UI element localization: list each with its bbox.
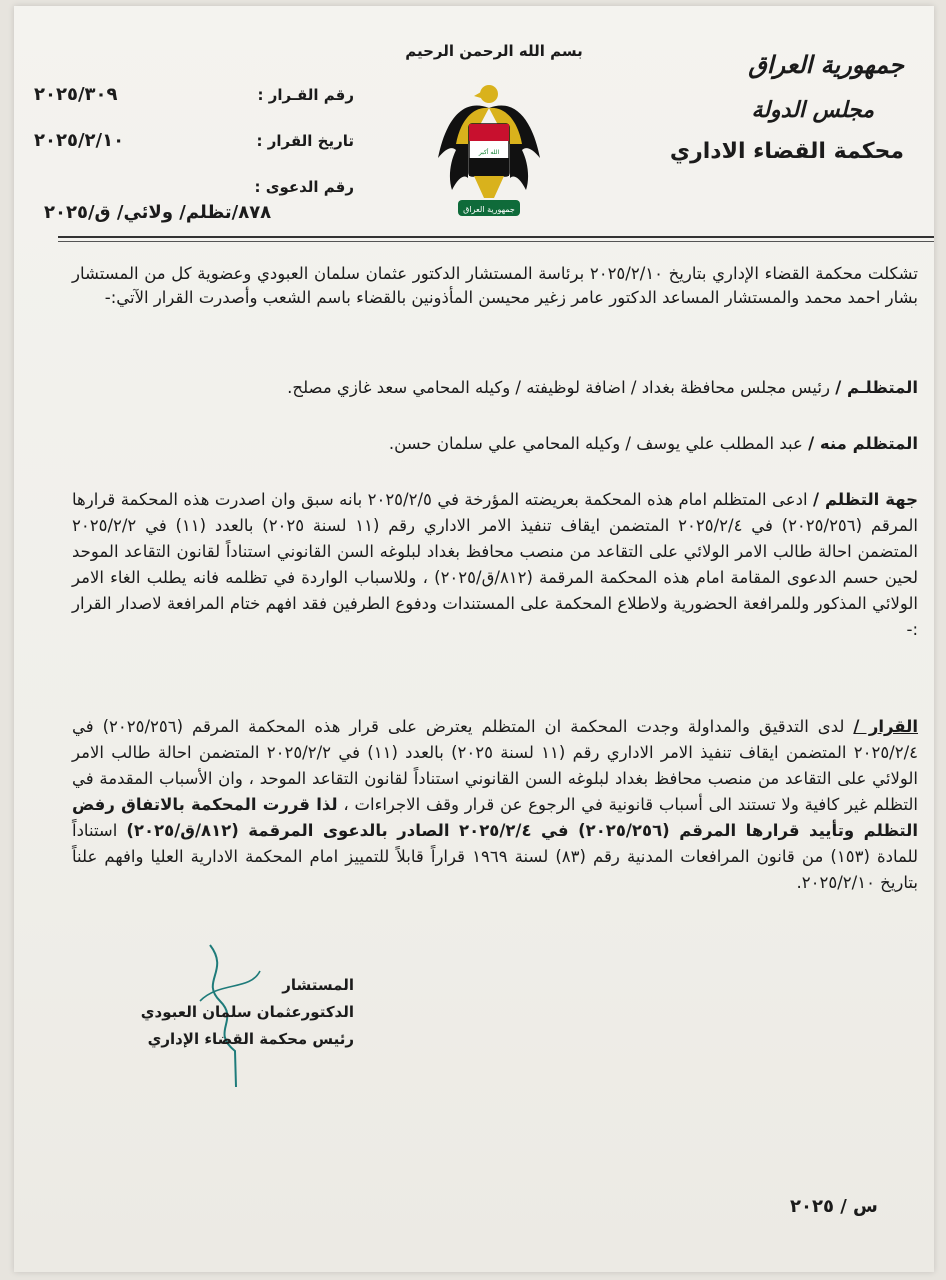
document-page xyxy=(14,6,934,1272)
iraq-eagle-emblem-icon xyxy=(434,78,544,228)
respondent-line xyxy=(72,434,918,453)
court-title: محكمة القضاء الاداري xyxy=(669,139,904,164)
decision-number-value: ٢٠٢٥/٣٠٩ xyxy=(34,84,118,105)
decision-text-1: لدى التدقيق والمداولة وجدت المحكمة ان المتظلم يعترض على قرار هذه المحكمة المرقم (٢٠٢٥/٢٥٦) في ٢٠٢٥/٢/٤ المتضمن ايقاف تنفيذ الامر الاداري رقم (١١ لسنة ٢٠٢٥) بالعدد (١١) في ٢٠٢٥/٢/٢ المتضمن احالة طالب الامر الولائي على التقاعد من منصب محافظ بغداد لبلوغه السن القانوني استناداً لقانون التقاعد الموحد ، وان الأسباب المقدمة في التظلم غير كافية ولا تستند الى أسباب قانونية في الرجوع عن قرار وقف الاجراءات ، xyxy=(72,717,919,814)
header-divider-thin xyxy=(58,241,934,242)
decision-number-label: رقم القـرار : xyxy=(257,86,354,104)
grievance-label: جهة التظلم / xyxy=(813,490,919,509)
decision-number-row xyxy=(34,86,354,132)
header-divider xyxy=(58,236,934,238)
intro-paragraph: تشكلت محكمة القضاء الإداري بتاريخ ٢٠٢٥/٢/١٠ برئاسة المستشار الدكتور عثمان سلمان العبودي وعضوية كل من المستشار بشار احمد محمد والمستشار المساعد الدكتور عامر زغير محيسن المأذونين بالقضاء باسم الشعب وأصدرت القرار الآتي:- xyxy=(72,264,918,307)
respondent-text: عبد المطلب علي يوسف / وكيله المحامي علي سلمان حسن. xyxy=(388,434,809,453)
decision-text-bold: لذا قررت المحكمة بالاتفاق رفض التظلم وتأييد قرارها المرقم (٢٠٢٥/٢٥٦) في ٢٠٢٥/٢/٤ الصادر بالدعوى المرقمة (٨١٢/ق/٢٠٢٥) xyxy=(72,795,919,840)
complainant-label: المتظلـم / xyxy=(835,378,918,397)
decision-label: القرار / xyxy=(853,717,918,736)
grievance-text: ادعى المتظلم امام هذه المحكمة بعريضته المؤرخة في ٢٠٢٥/٢/٥ بانه سبق وان اصدرت هذه المحكمة قرارها المرقم (٢٠٢٥/٢٥٦) في ٢٠٢٥/٢/٤ المتضمن ايقاف تنفيذ الامر الاداري رقم (١١ لسنة ٢٠٢٥) بالعدد (١١) في ٢٠٢٥/٢/٢ المتضمن احالة طالب الامر الولائي على التقاعد من منصب محافظ بغداد لبلوغه السن القانوني استناداً لقانون التقاعد الموحد لحين حسم الدعوى المقامة امام هذه المحكمة المرقمة (٨١٢/ق/٢٠٢٥) ، وللاسباب الواردة في تظلمه فانه يطلب الغاء الامر الولائي المذكور وللمرافعة الحضورية ولاطلاع المحكمة على المستندات ودفوع الطرفين فقد افهم ختام المرافعة لاصدار القرار :- xyxy=(72,490,919,639)
decision-paragraph xyxy=(72,714,918,896)
decision-date-row xyxy=(34,132,354,178)
grievance-paragraph xyxy=(72,487,918,643)
footer-code: س / ٢٠٢٥ xyxy=(790,1196,878,1217)
council-title: مجلس الدولة xyxy=(751,97,874,123)
signature-title: المستشار xyxy=(282,976,354,994)
decision-date-value: ٢٠٢٥/٢/١٠ xyxy=(34,130,125,151)
signature-block xyxy=(134,972,354,1053)
decision-date-label: تاريخ القرار : xyxy=(256,132,354,150)
respondent-label: المتظلم منه / xyxy=(808,434,918,453)
case-number-label: رقم الدعوى : xyxy=(254,178,354,196)
basmala: بسم الله الرحمن الرحيم xyxy=(405,42,583,60)
emblem-caption: جمهورية العراق xyxy=(463,205,515,214)
complainant-line xyxy=(72,378,918,397)
republic-title: جمهورية العراق xyxy=(748,50,904,79)
complainant-text: رئيس مجلس محافظة بغداد / اضافة لوظيفته / وكيله المحامي سعد غازي مصلح. xyxy=(287,378,836,397)
signature-position: رئيس محكمة القضاء الإداري xyxy=(147,1030,354,1048)
decision-text-2: استناداً للمادة (١٥٣) من قانون المرافعات المدنية رقم (٨٣) لسنة ١٩٦٩ قراراً قابلاً للتمييز امام المحكمة الادارية العليا وافهم علناً بتاريخ ٢٠٢٥/٢/١٠. xyxy=(72,821,919,892)
emblem-flag-text: الله أكبر xyxy=(478,149,500,156)
case-number-value: ٨٧٨/تظلم/ ولائي/ ق/٢٠٢٥ xyxy=(44,202,272,223)
signature-name: الدكتورعثمان سلمان العبودي xyxy=(140,1003,354,1021)
institution-header xyxy=(654,50,904,164)
